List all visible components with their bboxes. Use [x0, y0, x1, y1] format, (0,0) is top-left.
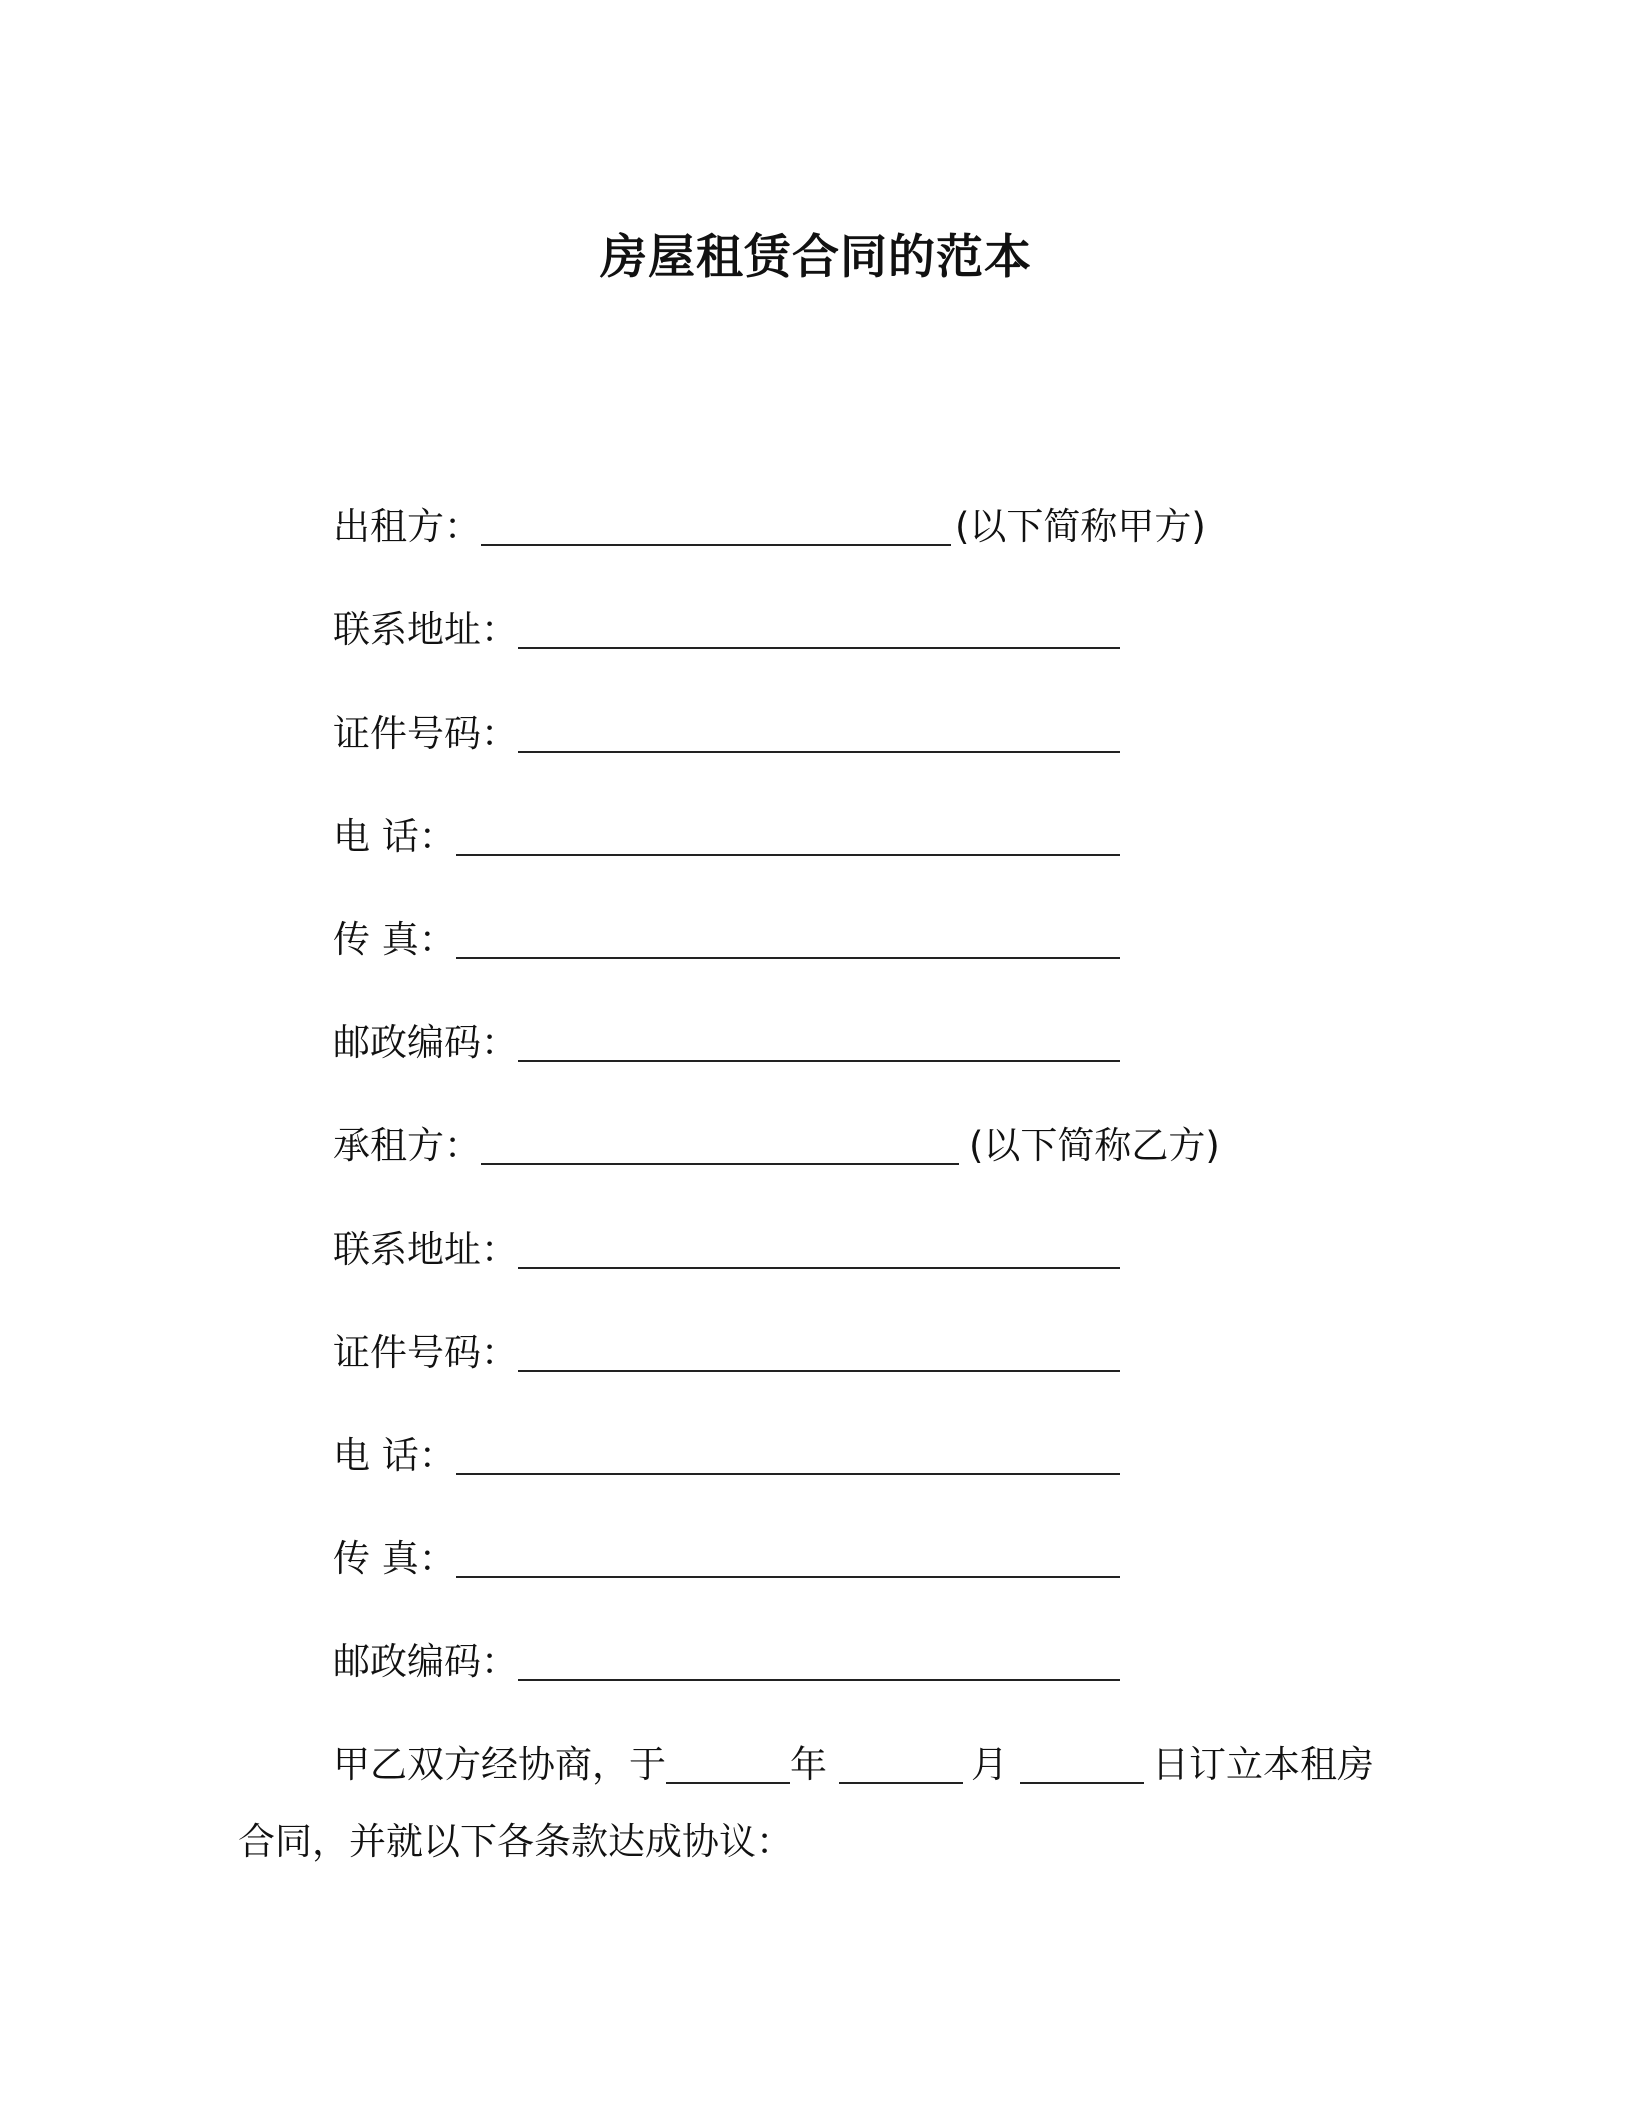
- agreement-line-2: 合同，并就以下各条款达成协议：: [238, 1820, 793, 1863]
- lessor-phone-blank[interactable]: [456, 820, 1120, 856]
- agreement-day-text: 日订立本租房: [1152, 1743, 1374, 1786]
- agreement-day-blank[interactable]: [1020, 1748, 1144, 1784]
- lessee-address-label: 联系地址：: [333, 1228, 518, 1271]
- lessor-party-row: [333, 490, 1206, 550]
- lessee-phone-blank[interactable]: [456, 1439, 1120, 1475]
- lessee-fax-row: [333, 1522, 1120, 1582]
- agreement-year: 年: [790, 1743, 827, 1786]
- lessee-id-row: [333, 1316, 1120, 1376]
- agreement-month-blank[interactable]: [839, 1748, 963, 1784]
- lessee-postcode-label: 邮政编码：: [333, 1640, 518, 1683]
- lessor-fax-label: 传 真：: [333, 918, 456, 961]
- lessor-fax-blank[interactable]: [456, 923, 1120, 959]
- lessor-fax-row: [333, 903, 1120, 963]
- lessee-party-row: [333, 1109, 1220, 1169]
- lessor-postcode-row: [333, 1006, 1120, 1066]
- lessor-id-row: [333, 697, 1120, 757]
- agreement-month: 月: [971, 1743, 1008, 1786]
- lessee-id-blank[interactable]: [518, 1336, 1120, 1372]
- lessee-fax-blank[interactable]: [456, 1542, 1120, 1578]
- lessor-address-blank[interactable]: [518, 613, 1120, 649]
- lessee-address-blank[interactable]: [518, 1233, 1120, 1269]
- agreement-year-blank[interactable]: [666, 1748, 790, 1784]
- lessor-party-suffix: (以下简称甲方): [955, 505, 1206, 548]
- lessee-postcode-blank[interactable]: [518, 1645, 1120, 1681]
- lessee-party-label: 承租方：: [333, 1124, 481, 1167]
- lessor-address-row: [333, 593, 1120, 653]
- lessee-id-label: 证件号码：: [333, 1331, 518, 1374]
- lessee-phone-row: [333, 1419, 1120, 1479]
- lessor-id-blank[interactable]: [518, 717, 1120, 753]
- lessor-address-label: 联系地址：: [333, 608, 518, 651]
- lessee-party-suffix: (以下简称乙方): [969, 1124, 1220, 1167]
- lessee-postcode-row: [333, 1625, 1120, 1685]
- lessee-phone-label: 电 话：: [333, 1434, 456, 1477]
- lessee-party-blank[interactable]: [481, 1129, 959, 1165]
- lessor-postcode-label: 邮政编码：: [333, 1021, 518, 1064]
- agreement-line-1: [333, 1728, 1374, 1788]
- document-title: 房屋租赁合同的范本: [600, 230, 1032, 285]
- lessor-phone-label: 电 话：: [333, 815, 456, 858]
- lessor-party-label: 出租方：: [333, 505, 481, 548]
- lessee-address-row: [333, 1213, 1120, 1273]
- lessor-phone-row: [333, 800, 1120, 860]
- lessor-party-blank[interactable]: [481, 510, 951, 546]
- lessor-postcode-blank[interactable]: [518, 1026, 1120, 1062]
- agreement-intro: 甲乙双方经协商，于: [333, 1743, 666, 1786]
- lessee-fax-label: 传 真：: [333, 1537, 456, 1580]
- lessor-id-label: 证件号码：: [333, 712, 518, 755]
